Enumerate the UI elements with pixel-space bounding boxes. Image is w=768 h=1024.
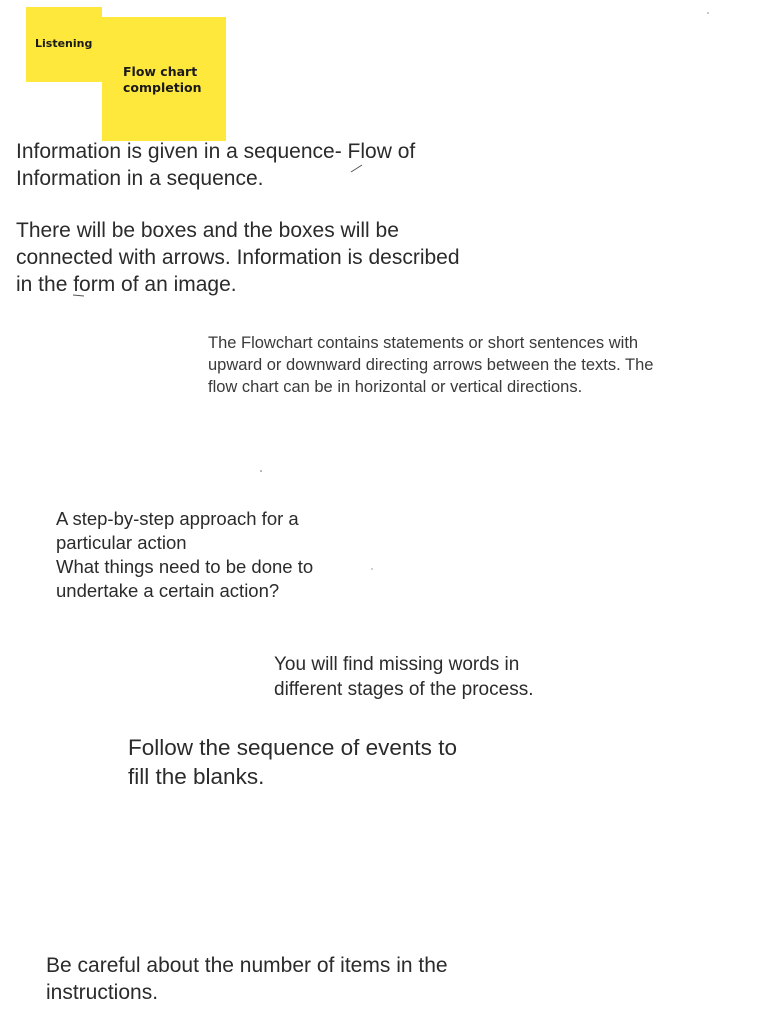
note-sequence-and-boxes [16, 138, 460, 298]
note-flowchart-line-1: The Flowchart contains statements or short sentences with [208, 334, 639, 352]
note-flowchart-line-2: upward or downward directing arrows between the texts. The [208, 356, 654, 374]
sticky-note-listening-label: Listening [35, 37, 93, 50]
note-careful-line-1: Be careful about the number of items in the [46, 954, 448, 977]
sticky-note-flow-chart-line-2: completion [123, 80, 202, 95]
note-flowchart-line-3: flow chart can be in horizontal or vertical directions. [208, 378, 583, 396]
note-be-careful [46, 952, 448, 1006]
paragraph-gap [16, 192, 460, 217]
note-sequence-line-1: Information is given in a sequence- Flow of [16, 140, 416, 163]
note-flowchart-description [208, 332, 653, 398]
note-missing-line-2: different stages of the process. [274, 679, 534, 700]
note-missing-line-1: You will find missing words in [274, 654, 520, 675]
note-missing-words [274, 652, 533, 702]
sticky-note-flow-chart-line-1: Flow chart [123, 64, 198, 79]
note-sequence-line-2: Information in a sequence. [16, 167, 264, 190]
note-step-line-3: What things need to be done to [56, 556, 314, 577]
note-step-line-4: undertake a certain action? [56, 580, 280, 601]
note-step-line-1: A step-by-step approach for a [56, 508, 299, 529]
note-careful-line-2: instructions. [46, 981, 159, 1004]
note-follow-line-1: Follow the sequence of events to [128, 735, 457, 760]
note-step-line-2: particular action [56, 532, 187, 553]
note-boxes-line-1: There will be boxes and the boxes will be [16, 219, 399, 242]
pen-dot-mark [258, 468, 264, 474]
note-step-by-step [56, 507, 313, 603]
note-boxes-line-2: connected with arrows. Information is described [16, 246, 460, 269]
pen-dot-mark [705, 10, 711, 16]
sticky-note-flow-chart-completion [102, 17, 226, 141]
sticky-note-listening [26, 7, 102, 82]
note-follow-sequence [128, 733, 457, 791]
pen-dot-mark [369, 566, 375, 572]
note-boxes-line-3: in the form of an image. [16, 273, 237, 296]
note-follow-line-2: fill the blanks. [128, 764, 265, 789]
